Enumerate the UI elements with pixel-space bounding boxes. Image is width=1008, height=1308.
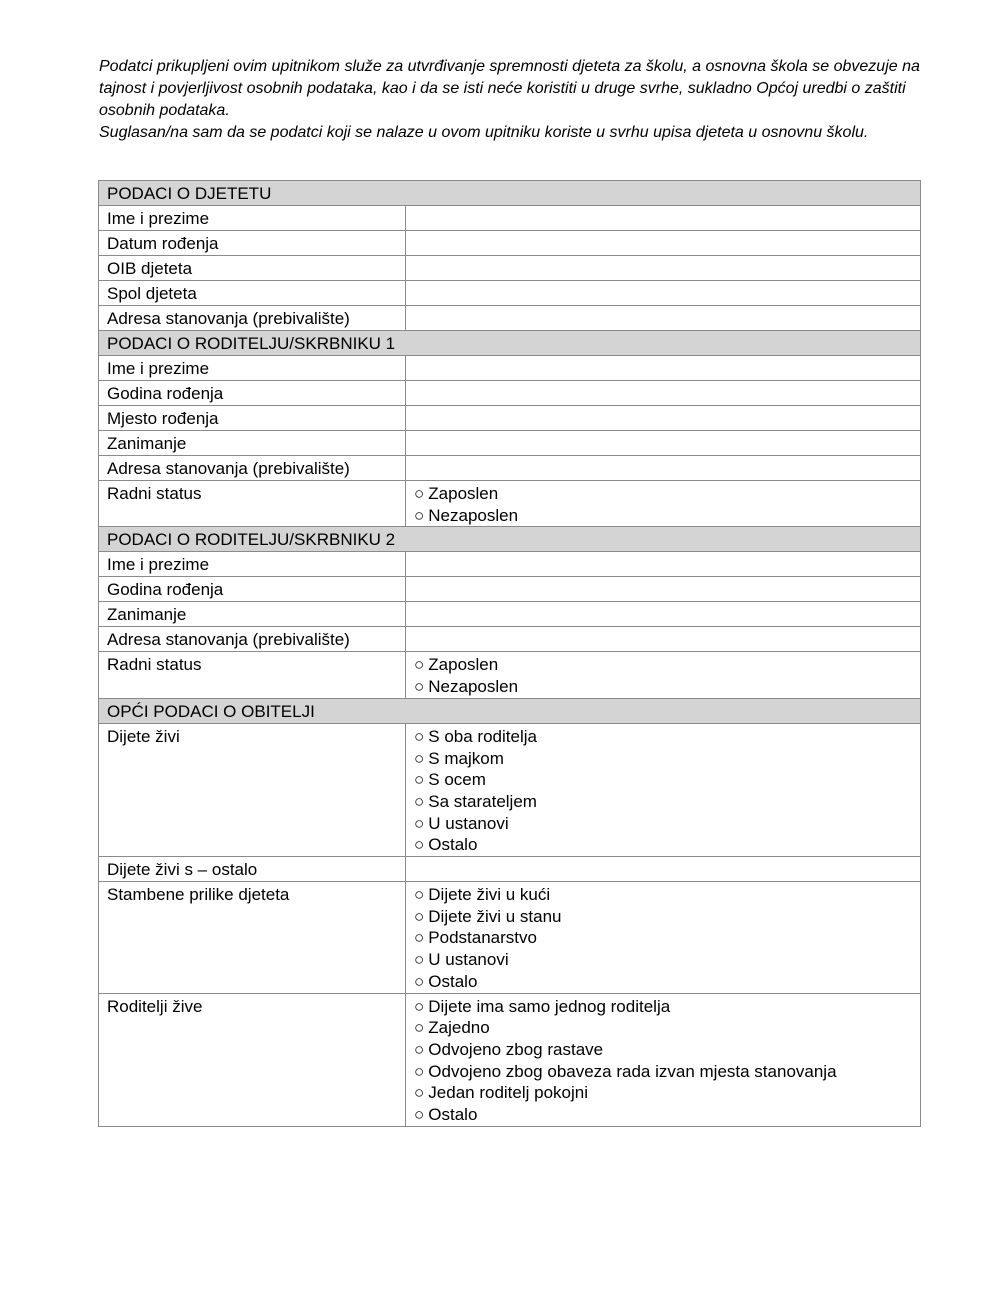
radio-circle-icon: ○ bbox=[414, 726, 425, 746]
form-row-parent1-address bbox=[99, 456, 921, 481]
radio-option[interactable] bbox=[414, 654, 912, 676]
field-label: Adresa stanovanja (prebivalište) bbox=[99, 627, 406, 652]
radio-option[interactable] bbox=[414, 1082, 912, 1104]
parent2-name-field[interactable] bbox=[406, 552, 921, 577]
form-row-parent1-work-status bbox=[99, 481, 921, 527]
form-row-child-birth-date bbox=[99, 231, 921, 256]
radio-circle-icon: ○ bbox=[414, 1018, 425, 1038]
form-row-parent1-name bbox=[99, 356, 921, 381]
radio-option[interactable] bbox=[414, 949, 912, 971]
option-label: S ocem bbox=[428, 770, 486, 790]
option-label: Zaposlen bbox=[428, 484, 499, 503]
radio-circle-icon: ○ bbox=[414, 748, 425, 768]
option-label: U ustanovi bbox=[428, 813, 509, 833]
radio-option[interactable] bbox=[414, 971, 912, 993]
form-row-child-name bbox=[99, 206, 921, 231]
parent1-birth-place-field[interactable] bbox=[406, 406, 921, 431]
radio-option[interactable] bbox=[414, 505, 912, 527]
radio-circle-icon: ○ bbox=[414, 1039, 425, 1059]
field-label: Zanimanje bbox=[99, 431, 406, 456]
radio-option[interactable] bbox=[414, 1017, 912, 1039]
form-row-housing bbox=[99, 882, 921, 994]
field-label: Radni status bbox=[99, 481, 406, 527]
lives-with-other-field[interactable] bbox=[406, 857, 921, 882]
option-label: Nezaposlen bbox=[428, 677, 519, 697]
child-address-field[interactable] bbox=[406, 306, 921, 331]
form-row-parents-live bbox=[99, 993, 921, 1126]
field-label: Mjesto rođenja bbox=[99, 406, 406, 431]
parent1-birth-year-field[interactable] bbox=[406, 381, 921, 406]
radio-option[interactable] bbox=[414, 1039, 912, 1061]
radio-circle-icon: ○ bbox=[414, 996, 425, 1016]
radio-option[interactable] bbox=[414, 884, 912, 906]
radio-circle-icon: ○ bbox=[414, 813, 425, 833]
field-label: Godina rođenja bbox=[99, 577, 406, 602]
radio-circle-icon: ○ bbox=[414, 1105, 425, 1125]
form-row-lives-with-other bbox=[99, 857, 921, 882]
radio-circle-icon: ○ bbox=[414, 906, 425, 926]
option-label: S majkom bbox=[428, 748, 504, 768]
form-row-parent2-work-status bbox=[99, 652, 921, 698]
option-label: Dijete živi u kući bbox=[428, 885, 551, 905]
field-label: Zanimanje bbox=[99, 602, 406, 627]
radio-circle-icon: ○ bbox=[414, 791, 425, 811]
child-oib-field[interactable] bbox=[406, 256, 921, 281]
parent1-name-field[interactable] bbox=[406, 356, 921, 381]
section-parent2-header bbox=[99, 527, 921, 552]
child-sex-field[interactable] bbox=[406, 281, 921, 306]
field-label: Datum rođenja bbox=[99, 231, 406, 256]
radio-option[interactable] bbox=[414, 813, 912, 835]
form-row-parent2-name bbox=[99, 552, 921, 577]
radio-circle-icon: ○ bbox=[414, 677, 425, 697]
section-title: PODACI O RODITELJU/SKRBNIKU 1 bbox=[99, 331, 921, 356]
option-label: Ostalo bbox=[428, 835, 478, 855]
section-title: OPĆI PODACI O OBITELJI bbox=[99, 698, 921, 723]
form-row-parent1-occupation bbox=[99, 431, 921, 456]
option-label: Odvojeno zbog obaveza rada izvan mjesta stanovanja bbox=[428, 1061, 837, 1081]
radio-circle-icon: ○ bbox=[414, 770, 425, 790]
radio-circle-icon: ○ bbox=[414, 835, 425, 855]
field-label: Ime i prezime bbox=[99, 206, 406, 231]
radio-option[interactable] bbox=[414, 834, 912, 856]
parent1-work-status-options bbox=[406, 481, 921, 527]
radio-option[interactable] bbox=[414, 769, 912, 791]
section-title: PODACI O RODITELJU/SKRBNIKU 2 bbox=[99, 527, 921, 552]
parents-live-options bbox=[406, 993, 921, 1126]
field-label: OIB djeteta bbox=[99, 256, 406, 281]
radio-option[interactable] bbox=[414, 927, 912, 949]
field-label: Dijete živi s – ostalo bbox=[99, 857, 406, 882]
field-label: Spol djeteta bbox=[99, 281, 406, 306]
section-family-header bbox=[99, 698, 921, 723]
section-title: PODACI O DJETETU bbox=[99, 181, 921, 206]
parent1-occupation-field[interactable] bbox=[406, 431, 921, 456]
radio-circle-icon: ○ bbox=[414, 928, 425, 948]
form-row-parent2-occupation bbox=[99, 602, 921, 627]
radio-option[interactable] bbox=[414, 996, 912, 1018]
radio-option[interactable] bbox=[414, 791, 912, 813]
radio-option[interactable] bbox=[414, 1061, 912, 1083]
radio-circle-icon: ○ bbox=[414, 505, 425, 525]
radio-circle-icon: ○ bbox=[414, 655, 425, 675]
field-label: Ime i prezime bbox=[99, 552, 406, 577]
option-label: Podstanarstvo bbox=[428, 928, 537, 948]
radio-circle-icon: ○ bbox=[414, 1061, 425, 1081]
child-birth-date-field[interactable] bbox=[406, 231, 921, 256]
form-row-child-address bbox=[99, 306, 921, 331]
section-child-header bbox=[99, 181, 921, 206]
consent-text bbox=[99, 56, 929, 144]
radio-option[interactable] bbox=[414, 726, 912, 748]
parent2-address-field[interactable] bbox=[406, 627, 921, 652]
option-label: Zajedno bbox=[428, 1018, 490, 1038]
field-label: Adresa stanovanja (prebivalište) bbox=[99, 456, 406, 481]
form-row-parent2-address bbox=[99, 627, 921, 652]
form-row-child-oib bbox=[99, 256, 921, 281]
field-label: Dijete živi bbox=[99, 723, 406, 856]
field-label: Radni status bbox=[99, 652, 406, 698]
option-label: U ustanovi bbox=[428, 950, 509, 970]
option-label: Ostalo bbox=[428, 971, 478, 991]
child-name-field[interactable] bbox=[406, 206, 921, 231]
option-label: Odvojeno zbog rastave bbox=[428, 1039, 604, 1059]
radio-circle-icon: ○ bbox=[414, 885, 425, 905]
option-label: Sa starateljem bbox=[428, 791, 537, 811]
option-label: Jedan roditelj pokojni bbox=[428, 1083, 588, 1103]
enrollment-form-table bbox=[98, 180, 921, 1127]
radio-option[interactable] bbox=[414, 748, 912, 770]
form-row-parent1-birth-place bbox=[99, 406, 921, 431]
consent-agreement: Suglasan/na sam da se podatci koji se nalaze u ovom upitniku koriste u svrhu upisa djeteta u osnovnu školu. bbox=[99, 124, 869, 141]
form-row-child-sex bbox=[99, 281, 921, 306]
field-label: Ime i prezime bbox=[99, 356, 406, 381]
radio-option[interactable] bbox=[414, 906, 912, 928]
housing-options bbox=[406, 882, 921, 994]
radio-option[interactable] bbox=[414, 483, 912, 505]
option-label: Ostalo bbox=[428, 1105, 478, 1125]
radio-option[interactable] bbox=[414, 676, 912, 698]
field-label: Adresa stanovanja (prebivalište) bbox=[99, 306, 406, 331]
form-row-parent1-birth-year bbox=[99, 381, 921, 406]
form-row-lives-with bbox=[99, 723, 921, 856]
radio-circle-icon: ○ bbox=[414, 950, 425, 970]
parent2-birth-year-field[interactable] bbox=[406, 577, 921, 602]
option-label: S oba roditelja bbox=[428, 726, 537, 746]
radio-circle-icon: ○ bbox=[414, 1083, 425, 1103]
parent2-work-status-options bbox=[406, 652, 921, 698]
option-label: Zaposlen bbox=[428, 655, 499, 675]
lives-with-options bbox=[406, 723, 921, 856]
option-label: Dijete ima samo jednog roditelja bbox=[428, 996, 671, 1016]
radio-circle-icon: ○ bbox=[414, 971, 425, 991]
radio-option[interactable] bbox=[414, 1104, 912, 1126]
parent2-occupation-field[interactable] bbox=[406, 602, 921, 627]
option-label: Nezaposlen bbox=[428, 505, 519, 525]
radio-circle-icon: ○ bbox=[414, 484, 425, 503]
section-parent1-header bbox=[99, 331, 921, 356]
field-label: Godina rođenja bbox=[99, 381, 406, 406]
field-label: Roditelji žive bbox=[99, 993, 406, 1126]
field-label: Stambene prilike djeteta bbox=[99, 882, 406, 994]
option-label: Dijete živi u stanu bbox=[428, 906, 562, 926]
form-row-parent2-birth-year bbox=[99, 577, 921, 602]
parent1-address-field[interactable] bbox=[406, 456, 921, 481]
consent-paragraph: Podatci prikupljeni ovim upitnikom služe za utvrđivanje spremnosti djeteta za školu, a osnovna škola se obvezuje na tajnost i povjerljivost osobnih podataka, kao i da se isti neće koristiti u druge svrhe, sukladno Općoj uredbi o zaštiti osobnih podataka. bbox=[99, 58, 920, 119]
